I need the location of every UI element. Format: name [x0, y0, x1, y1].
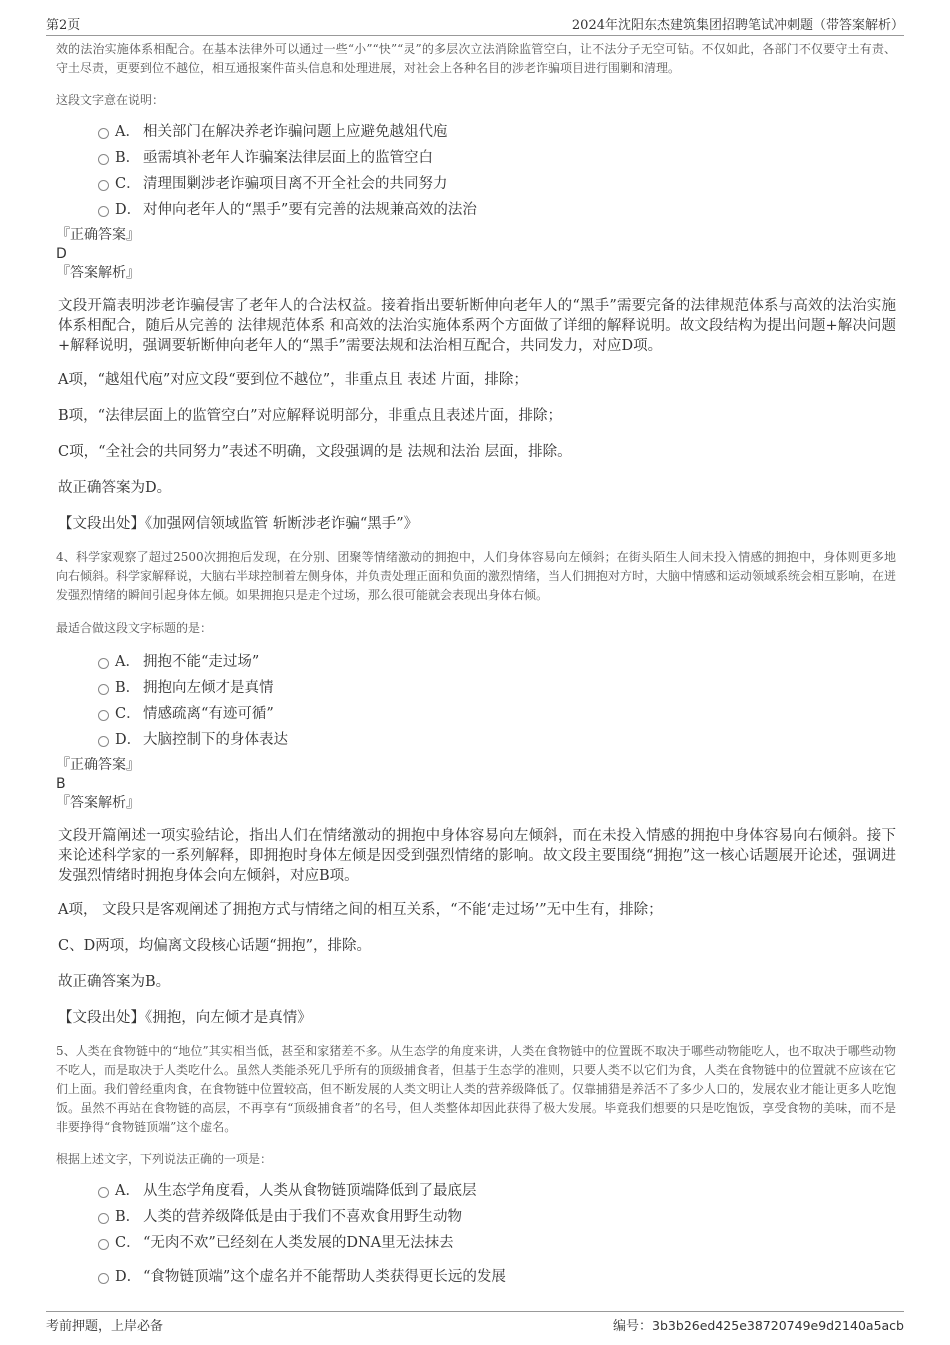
q3-option-b[interactable]: B． 亟需填补老年人诈骗案法律层面上的监管空白: [56, 145, 896, 171]
q3-options: [56, 119, 896, 223]
q4-stem: 4、科学家观察了超过2500次拥抱后发现，在分别、团聚等情绪激动的拥抱中，人们身体容易向左倾斜；在街头陌生人间未投入情感的拥抱中，身体则更多地向右倾斜。科学家解释说，大脑右半球控制着左侧身体，并负责处理正面和负面的激烈情绪，当人们拥抱对方时，大脑中情感和运动领域系统会相互影响，在迸发强烈情绪的瞬间引起身体左倾。如果拥抱只是走个过场，那么很可能就会表现出身体右倾。: [56, 550, 897, 602]
q3-answer: D: [56, 246, 67, 262]
q3-analysis-b: B项，“法律层面上的监管空白”对应解释说明部分，非重点且表述片面，排除；: [58, 408, 562, 424]
q3-analysis-a: A项，“越俎代庖”对应文段“要到位不越位”，非重点且 表述 片面，排除；: [58, 372, 528, 388]
radio-button[interactable]: [98, 206, 109, 217]
q3-analysis-main: 文段开篇表明涉老诈骗侵害了老年人的合法权益。接着指出要斩断伸向老年人的“黑手”需要完备的法律规范体系与高效的法治实施体系相配合，随后从完善的 法律规范体系 和高效的法治实施体系两个方面做了详细的解释说明。故文段结构为提出问题+解决问题+解释说明，强调要斩断伸向老年人的“黑手”需要法规和法治相互配合，共同发力，对应D项。: [58, 298, 896, 354]
radio-button[interactable]: [98, 1273, 109, 1284]
q3-option-d[interactable]: D． 对伸向老年人的“黑手”要有完善的法规兼高效的法治: [56, 197, 896, 223]
radio-button[interactable]: [98, 684, 109, 695]
q3-option-a[interactable]: A． 相关部门在解决养老诈骗问题上应避免越俎代庖: [56, 119, 896, 145]
q5-option-c[interactable]: C． “无肉不欢”已经刻在人类发展的DNA里无法抹去: [56, 1230, 896, 1256]
q5-options: [56, 1178, 896, 1290]
radio-button[interactable]: [98, 736, 109, 747]
radio-button[interactable]: [98, 658, 109, 669]
footer-slogan: 考前押题，上岸必备: [46, 1319, 164, 1334]
q4-source: 【文段出处】《拥抱，向左倾才是真情》: [58, 1010, 312, 1026]
q3-answer-label: 『正确答案』: [56, 227, 140, 243]
q3-analysis-c: C项，“全社会的共同努力”表述不明确，文段强调的是 法规和法治 层面，排除。: [58, 444, 572, 460]
q4-answer: B: [56, 776, 66, 792]
q5-prompt: 根据上述文字，下列说法正确的一项是：: [56, 1152, 273, 1166]
radio-button[interactable]: [98, 180, 109, 191]
page-number: 第2页: [46, 18, 81, 33]
document-code: 编号：3b3b26ed425e38720749e9d2140a5acb: [613, 1318, 904, 1334]
q5-option-b[interactable]: B． 人类的营养级降低是由于我们不喜欢食用野生动物: [56, 1204, 896, 1230]
q4-answer-label: 『正确答案』: [56, 757, 140, 773]
radio-button[interactable]: [98, 128, 109, 139]
q4-analysis-cd: C、D两项，均偏离文段核心话题“拥抱”，排除。: [58, 938, 372, 954]
document-title: 2024年沈阳东杰建筑集团招聘笔试冲刺题（带答案解析）: [571, 18, 904, 33]
radio-button[interactable]: [98, 1187, 109, 1198]
q4-options: [56, 649, 896, 753]
q3-conclusion: 故正确答案为D。: [58, 480, 172, 496]
q4-option-c[interactable]: C． 情感疏离“有迹可循”: [56, 701, 896, 727]
page-content: [56, 40, 896, 1290]
q4-option-a[interactable]: A． 拥抱不能“走过场”: [56, 649, 896, 675]
q4-analysis-a: A项， 文段只是客观阐述了拥抱方式与情绪之间的相互关系，“不能‘走过场’”无中生有，排除；: [58, 902, 663, 918]
q3-source: 【文段出处】《加强网信领域监管 斩断涉老诈骗“黑手”》: [58, 516, 419, 532]
q5-stem: 5、人类在食物链中的“地位”其实相当低，甚至和家猪差不多。从生态学的角度来讲，人类在食物链中的位置既不取决于哪些动物能吃人，也不取决于哪些动物不吃人，而是取决于人类吃什么。虽然人类能杀死几乎所有的顶级捕食者，但基于生态学的准则，只要人类不以它们为食，人类在食物链中的位置就不应该在它们上面。我们曾经重肉食，在食物链中位置较高，但不断发展的人类文明让人类的营养级降低了。仅靠捕猎是养活不了多少人口的，发展农业才能让更多人吃饱饭。虽然不再站在食物链的高层，不再享有“顶级捕食者”的名号，但人类整体却因此获得了极大发展。毕竟我们想要的只是吃饱饭，享受食物的美味，而不是非要挣得“食物链顶端”这个虚名。: [56, 1044, 897, 1134]
header-divider: [46, 35, 904, 36]
page-footer: [0, 1305, 950, 1345]
q4-prompt: 最适合做这段文字标题的是：: [56, 621, 213, 635]
footer-divider: [46, 1311, 904, 1312]
q5-option-a[interactable]: A． 从生态学角度看，人类从食物链顶端降低到了最底层: [56, 1178, 896, 1204]
radio-button[interactable]: [98, 154, 109, 165]
radio-button[interactable]: [98, 710, 109, 721]
q5-option-d[interactable]: D． “食物链顶端”这个虚名并不能帮助人类获得更长远的发展: [56, 1264, 896, 1290]
q4-conclusion: 故正确答案为B。: [58, 974, 171, 990]
q4-option-b[interactable]: B． 拥抱向左倾才是真情: [56, 675, 896, 701]
q3-prompt: 这段文字意在说明：: [56, 93, 165, 107]
page-header: [0, 0, 950, 36]
intro-paragraph: 效的法治实施体系相配合。在基本法律外可以通过一些“小”“快”“灵”的多层次立法消除监管空白，让不法分子无空可钻。不仅如此，各部门不仅要守土有责、守土尽责，更要到位不越位，相互通报案件苗头信息和处理进展，对社会上各种名目的涉老诈骗项目进行围剿和清理。: [56, 42, 896, 75]
q3-option-c[interactable]: C． 清理围剿涉老诈骗项目离不开全社会的共同努力: [56, 171, 896, 197]
q4-analysis-main: 文段开篇阐述一项实验结论，指出人们在情绪激动的拥抱中身体容易向左倾斜，而在未投入情感的拥抱中身体容易向右倾斜。接下来论述科学家的一系列解释，即拥抱时身体左倾是因受到强烈情绪的影响。故文段主要围绕“拥抱”这一核心话题展开论述，强调进发强烈情绪时拥抱身体会向左倾斜，对应B项。: [58, 828, 896, 884]
q3-analysis-label: 『答案解析』: [56, 265, 140, 281]
q4-analysis-label: 『答案解析』: [56, 795, 140, 811]
radio-button[interactable]: [98, 1239, 109, 1250]
q4-option-d[interactable]: D． 大脑控制下的身体表达: [56, 727, 896, 753]
radio-button[interactable]: [98, 1213, 109, 1224]
